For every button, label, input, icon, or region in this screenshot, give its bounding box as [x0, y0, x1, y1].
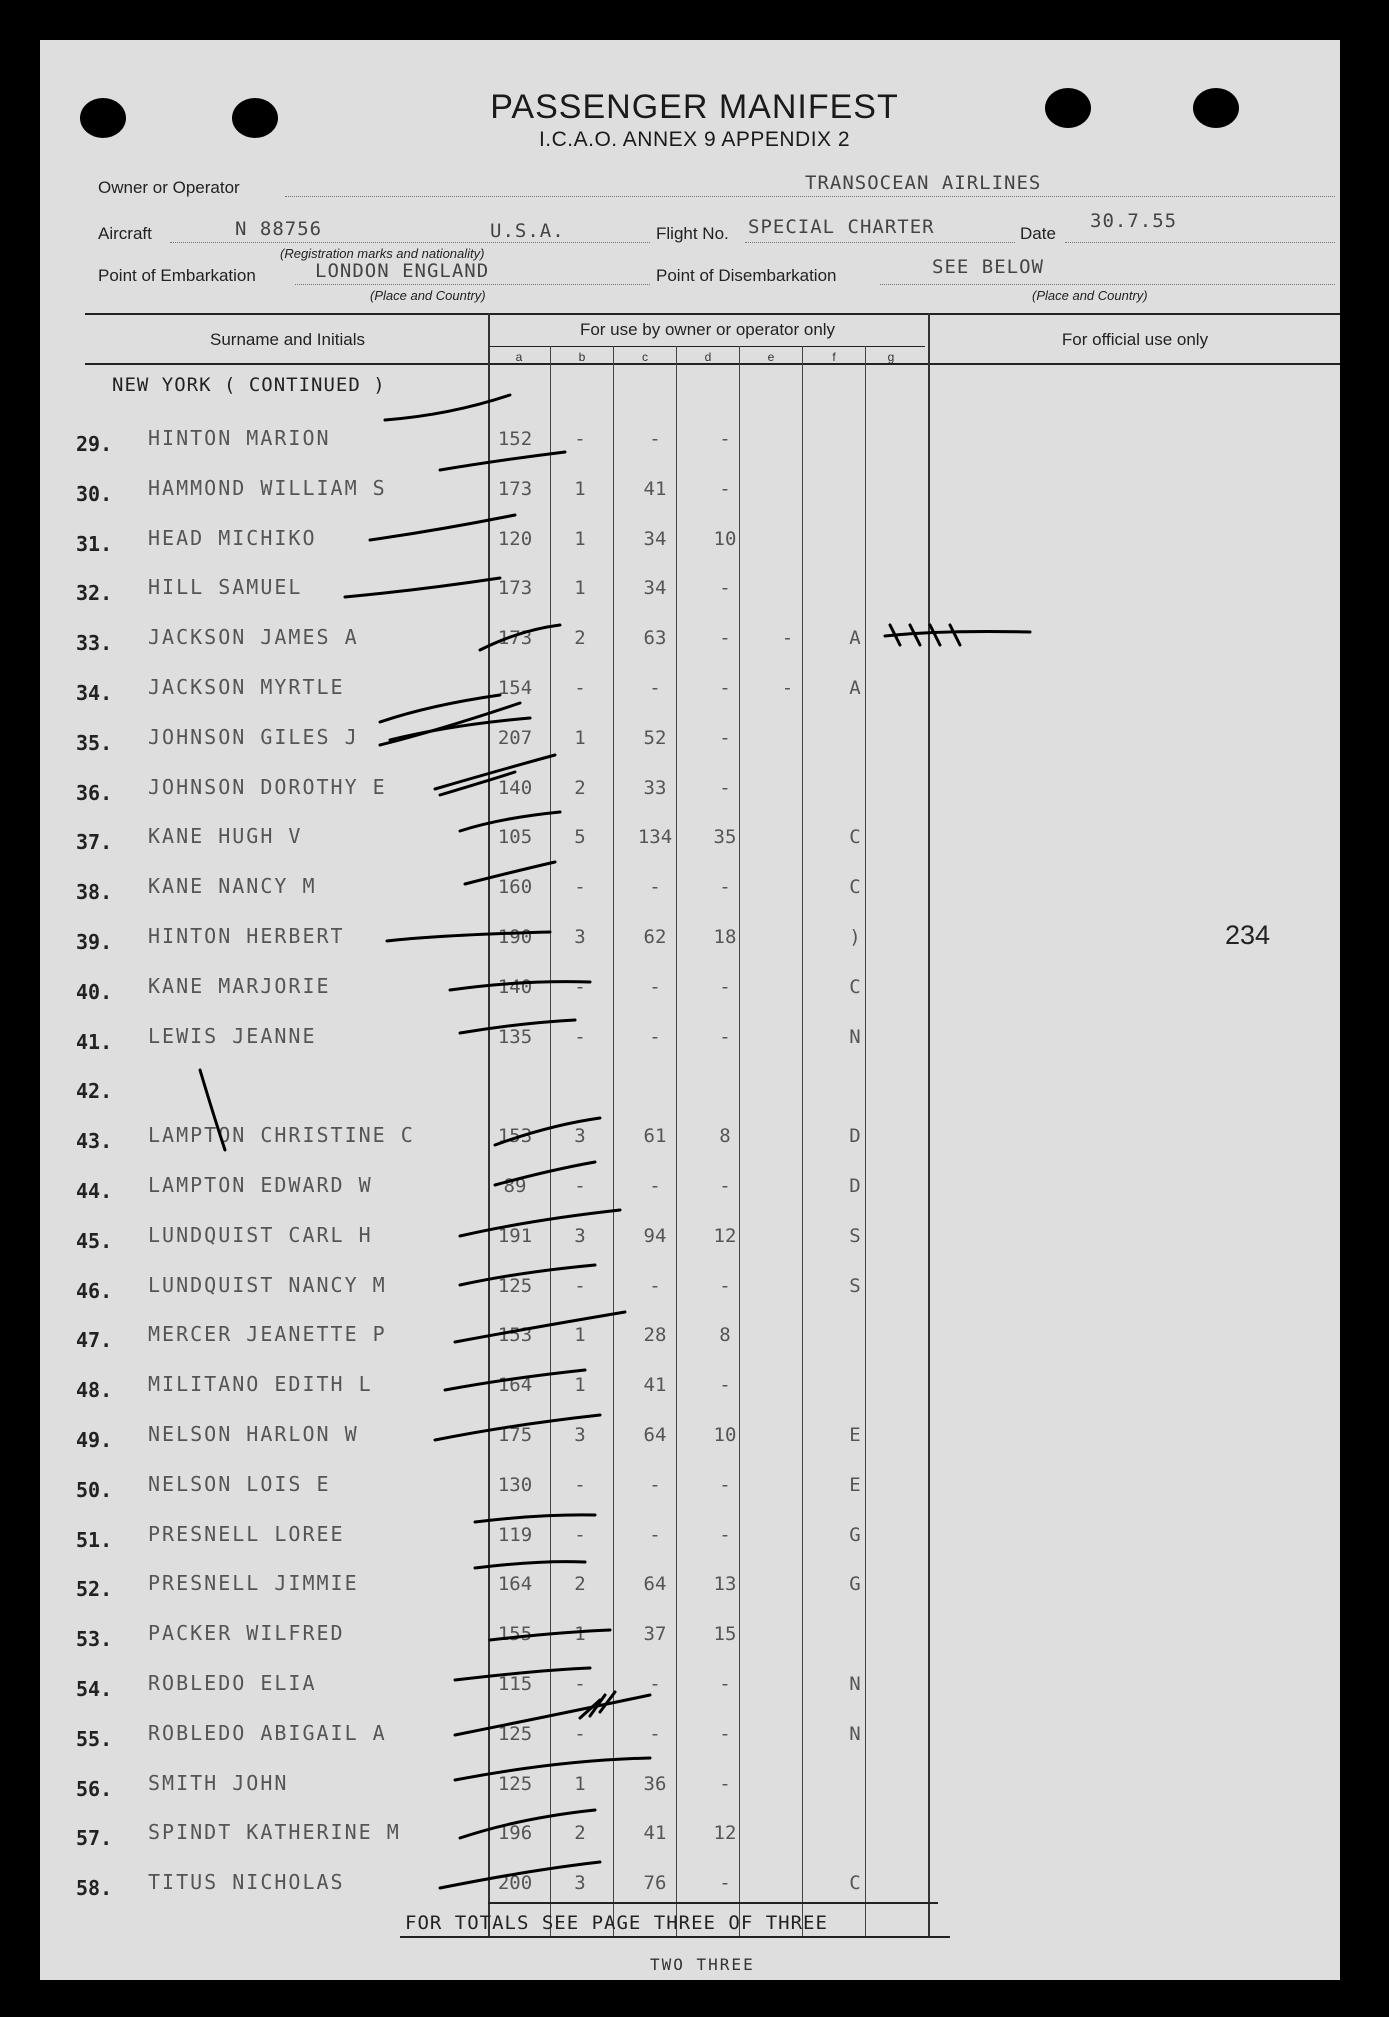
passenger-name: HILL SAMUEL	[148, 575, 303, 599]
cell-f: S	[849, 1225, 861, 1247]
row-number: 53.	[76, 1627, 113, 1651]
cell-d: 8	[719, 1125, 731, 1147]
row-number: 38.	[76, 880, 113, 904]
cell-a: 173	[497, 478, 533, 500]
passenger-name: LEWIS JEANNE	[148, 1024, 317, 1048]
cell-a: 175	[497, 1424, 533, 1446]
cell-a: 115	[497, 1673, 533, 1695]
cell-d: -	[719, 1374, 731, 1396]
cell-c: 36	[643, 1773, 667, 1795]
cell-c: -	[649, 1026, 661, 1048]
passenger-name: HAMMOND WILLIAM S	[148, 476, 387, 500]
column-header-surname: Surname and Initials	[210, 330, 365, 349]
cell-d: -	[719, 1872, 731, 1894]
row-number: 37.	[76, 830, 113, 854]
row-number: 36.	[76, 781, 113, 805]
passenger-name: PRESNELL JIMMIE	[148, 1571, 359, 1595]
page-subtitle: I.C.A.O. ANNEX 9 APPENDIX 2	[538, 128, 851, 151]
cell-a: 153	[497, 1324, 533, 1346]
row-number: 41.	[76, 1030, 113, 1054]
cell-d: -	[719, 876, 731, 898]
cell-c: 62	[643, 926, 667, 948]
totals-footer: FOR TOTALS SEE PAGE THREE OF THREE	[405, 1912, 828, 1934]
passenger-name: TITUS NICHOLAS	[148, 1870, 345, 1894]
cell-f: N	[849, 1026, 861, 1048]
cell-e: -	[781, 677, 794, 699]
cell-b: 1	[574, 478, 586, 500]
column-header-operator: For use by owner or operator only	[579, 320, 836, 339]
cell-d: 12	[713, 1822, 737, 1844]
embarkation-label: Point of Embarkation	[98, 266, 256, 285]
cell-b: 1	[574, 1773, 586, 1795]
cell-d: -	[719, 1524, 731, 1546]
cell-c: 64	[643, 1573, 667, 1595]
row-number: 45.	[76, 1229, 113, 1253]
cell-b: -	[574, 1026, 586, 1048]
cell-b: -	[574, 677, 586, 699]
cell-b: 3	[574, 1225, 586, 1247]
passenger-name: LUNDQUIST CARL H	[148, 1223, 373, 1247]
cell-b: -	[574, 876, 586, 898]
row-number: 44.	[76, 1179, 113, 1203]
cell-a: 135	[497, 1026, 533, 1048]
cell-b: -	[574, 1723, 586, 1745]
cell-c: 76	[643, 1872, 667, 1894]
cell-d: 10	[713, 528, 737, 550]
passenger-name: NELSON LOIS E	[148, 1472, 331, 1496]
row-number: 40.	[76, 980, 113, 1004]
row-number: 54.	[76, 1677, 113, 1701]
row-number: 35.	[76, 731, 113, 755]
cell-d: 18	[713, 926, 737, 948]
cell-b: 1	[574, 1324, 586, 1346]
official-note: 234	[1225, 920, 1271, 950]
cell-f: D	[849, 1175, 861, 1197]
row-number: 49.	[76, 1428, 113, 1452]
cell-c: -	[649, 876, 661, 898]
cell-c: 52	[643, 727, 667, 749]
cell-a: 164	[497, 1573, 533, 1595]
disembarkation-note: (Place and Country)	[1032, 288, 1148, 303]
cell-d: -	[719, 1175, 731, 1197]
cell-c: -	[649, 976, 661, 998]
cell-c: -	[649, 1474, 661, 1496]
cell-d: -	[719, 1773, 731, 1795]
subcolumn-b: b	[578, 350, 586, 364]
row-number: 30.	[76, 482, 113, 506]
cell-a: 125	[497, 1773, 533, 1795]
cell-b: 2	[574, 1573, 586, 1595]
row-number: 52.	[76, 1577, 113, 1601]
row-number: 29.	[76, 432, 113, 456]
cell-b: 2	[574, 627, 586, 649]
cell-c: 134	[637, 826, 673, 848]
passenger-name: PRESNELL LOREE	[148, 1522, 345, 1546]
passenger-name: PACKER WILFRED	[148, 1621, 345, 1645]
cell-d: 8	[719, 1324, 731, 1346]
passenger-name: ROBLEDO ELIA	[148, 1671, 317, 1695]
disembarkation-value: SEE BELOW	[932, 256, 1044, 278]
cell-c: 41	[643, 1822, 667, 1844]
page-title: PASSENGER MANIFEST	[490, 88, 899, 126]
cell-b: 5	[574, 826, 586, 848]
row-number: 34.	[76, 681, 113, 705]
passenger-name: JACKSON JAMES A	[148, 625, 359, 649]
cell-d: -	[719, 478, 731, 500]
aircraft-value: N 88756	[235, 218, 323, 240]
cell-c: -	[649, 1524, 661, 1546]
row-number: 51.	[76, 1528, 113, 1552]
cell-c: -	[649, 1175, 661, 1197]
cell-f: E	[849, 1474, 861, 1496]
cell-b: 2	[574, 1822, 586, 1844]
passenger-name: MERCER JEANETTE P	[148, 1322, 387, 1346]
disembarkation-label: Point of Disembarkation	[656, 266, 837, 285]
row-number: 48.	[76, 1378, 113, 1402]
row-number: 55.	[76, 1727, 113, 1751]
cell-b: 3	[574, 1125, 586, 1147]
cell-a: 153	[497, 1125, 533, 1147]
row-number: 56.	[76, 1777, 113, 1801]
cell-c: -	[649, 1673, 661, 1695]
cell-c: 41	[643, 478, 667, 500]
row-number: 58.	[76, 1876, 113, 1900]
cell-f: A	[849, 677, 861, 699]
passenger-name: KANE NANCY M	[148, 874, 317, 898]
cell-f: D	[849, 1125, 861, 1147]
cell-d: -	[719, 1673, 731, 1695]
passenger-name: NELSON HARLON W	[148, 1422, 359, 1446]
cell-c: 34	[643, 577, 667, 599]
date-value: 30.7.55	[1090, 210, 1178, 232]
cell-b: -	[574, 1524, 586, 1546]
subcolumn-d: d	[704, 350, 712, 364]
cell-a: 125	[497, 1275, 533, 1297]
cell-b: -	[574, 1275, 586, 1297]
cell-c: 37	[643, 1623, 667, 1645]
cell-b: 2	[574, 777, 586, 799]
cell-a: 200	[497, 1872, 533, 1894]
subcolumn-a: a	[515, 350, 523, 364]
row-number: 46.	[76, 1279, 113, 1303]
cell-a: 191	[497, 1225, 533, 1247]
cell-a: 152	[497, 428, 533, 450]
row-number: 42.	[76, 1079, 113, 1103]
cell-f: C	[849, 876, 861, 898]
embarkation-value: LONDON ENGLAND	[315, 260, 490, 282]
section-heading: NEW YORK ( CONTINUED )	[112, 374, 386, 396]
passenger-name: KANE HUGH V	[148, 824, 303, 848]
cell-c: 28	[643, 1324, 667, 1346]
cell-d: -	[719, 577, 731, 599]
cell-f: G	[849, 1524, 861, 1546]
cell-b: 3	[574, 926, 586, 948]
cell-d: -	[719, 428, 731, 450]
cell-d: -	[719, 1275, 731, 1297]
cell-a: 119	[497, 1524, 533, 1546]
cell-f: )	[849, 926, 861, 948]
cell-b: -	[574, 1474, 586, 1496]
owner-label: Owner or Operator	[98, 178, 240, 197]
subcolumn-c: c	[642, 350, 648, 364]
cell-a: 160	[497, 876, 533, 898]
cell-c: 63	[643, 627, 667, 649]
cell-c: 64	[643, 1424, 667, 1446]
passenger-name: JOHNSON GILES J	[148, 725, 359, 749]
cell-b: -	[574, 428, 586, 450]
passenger-name: SMITH JOHN	[148, 1771, 289, 1795]
cell-e: -	[781, 627, 794, 649]
cell-b: 3	[574, 1872, 586, 1894]
cell-f: N	[849, 1673, 861, 1695]
date-label: Date	[1020, 224, 1056, 243]
cell-d: -	[719, 727, 731, 749]
passenger-name: JOHNSON DOROTHY E	[148, 775, 387, 799]
cell-c: -	[649, 1275, 661, 1297]
cell-a: 173	[497, 577, 533, 599]
cell-d: -	[719, 777, 731, 799]
row-number: 47.	[76, 1328, 113, 1352]
cell-f: E	[849, 1424, 861, 1446]
passenger-name: KANE MARJORIE	[148, 974, 331, 998]
flight-label: Flight No.	[656, 224, 729, 243]
cell-a: 154	[497, 677, 533, 699]
subcolumn-e: e	[767, 350, 775, 364]
cell-d: 35	[713, 826, 737, 848]
row-number: 33.	[76, 631, 113, 655]
passenger-name: LAMPTON CHRISTINE C	[148, 1123, 415, 1147]
row-number: 32.	[76, 581, 113, 605]
passenger-name: MILITANO EDITH L	[148, 1372, 373, 1396]
cell-f: G	[849, 1573, 861, 1595]
cell-a: 125	[497, 1723, 533, 1745]
cell-a: 155	[497, 1623, 533, 1645]
row-number: 43.	[76, 1129, 113, 1153]
flight-value: SPECIAL CHARTER	[748, 216, 935, 238]
cell-a: 190	[497, 926, 533, 948]
passenger-name: ROBLEDO ABIGAIL A	[148, 1721, 387, 1745]
cell-a: 120	[497, 528, 533, 550]
cell-a: 130	[497, 1474, 533, 1496]
row-number: 39.	[76, 930, 113, 954]
cell-d: 13	[713, 1573, 737, 1595]
cell-c: 41	[643, 1374, 667, 1396]
cell-c: 61	[643, 1125, 667, 1147]
row-number: 31.	[76, 532, 113, 556]
cell-d: -	[719, 627, 731, 649]
cell-f: N	[849, 1723, 861, 1745]
cell-d: -	[719, 1723, 731, 1745]
cell-b: 3	[574, 1424, 586, 1446]
passenger-name: SPINDT KATHERINE M	[148, 1820, 401, 1844]
cell-a: 140	[497, 777, 533, 799]
cell-d: -	[719, 1026, 731, 1048]
owner-value: TRANSOCEAN AIRLINES	[805, 172, 1042, 194]
cell-c: -	[649, 428, 661, 450]
column-header-official: For official use only	[1061, 330, 1209, 349]
page-indicator: TWO THREE	[650, 1955, 755, 1974]
cell-a: 164	[497, 1374, 533, 1396]
subcolumn-f: f	[832, 350, 836, 364]
cell-b: -	[574, 976, 586, 998]
cell-d: -	[719, 976, 731, 998]
registration-note: (Registration marks and nationality)	[280, 246, 485, 261]
row-number: 50.	[76, 1478, 113, 1502]
cell-c: 33	[643, 777, 667, 799]
cell-d: 10	[713, 1424, 737, 1446]
cell-b: -	[574, 1175, 586, 1197]
cell-c: -	[649, 677, 661, 699]
cell-a: 105	[497, 826, 533, 848]
cell-f: S	[849, 1275, 861, 1297]
cell-a: 140	[497, 976, 533, 998]
passenger-name: HINTON MARION	[148, 426, 331, 450]
cell-d: 15	[713, 1623, 737, 1645]
cell-d: -	[719, 1474, 731, 1496]
passenger-name: LAMPTON EDWARD W	[148, 1173, 373, 1197]
row-number: 57.	[76, 1826, 113, 1850]
cell-f: C	[849, 826, 861, 848]
cell-b: 1	[574, 727, 586, 749]
passenger-name: LUNDQUIST NANCY M	[148, 1273, 387, 1297]
nationality-value: U.S.A.	[490, 220, 565, 242]
embarkation-note: (Place and Country)	[370, 288, 486, 303]
cell-d: 12	[713, 1225, 737, 1247]
cell-a: 207	[497, 727, 533, 749]
cell-b: 1	[574, 528, 586, 550]
passenger-name: JACKSON MYRTLE	[148, 675, 345, 699]
aircraft-label: Aircraft	[98, 224, 152, 243]
cell-d: -	[719, 677, 731, 699]
subcolumn-g: g	[887, 350, 895, 364]
cell-a: 89	[503, 1175, 527, 1197]
cell-b: 1	[574, 1374, 586, 1396]
cell-f: C	[849, 976, 861, 998]
cell-f: A	[849, 627, 861, 649]
cell-c: -	[649, 1723, 661, 1745]
cell-c: 94	[643, 1225, 667, 1247]
cell-a: 196	[497, 1822, 533, 1844]
passenger-name: HINTON HERBERT	[148, 924, 345, 948]
cell-b: -	[574, 1673, 586, 1695]
cell-a: 173	[497, 627, 533, 649]
passenger-name: HEAD MICHIKO	[148, 526, 317, 550]
cell-c: 34	[643, 528, 667, 550]
cell-b: 1	[574, 577, 586, 599]
cell-b: 1	[574, 1623, 586, 1645]
cell-f: C	[849, 1872, 861, 1894]
